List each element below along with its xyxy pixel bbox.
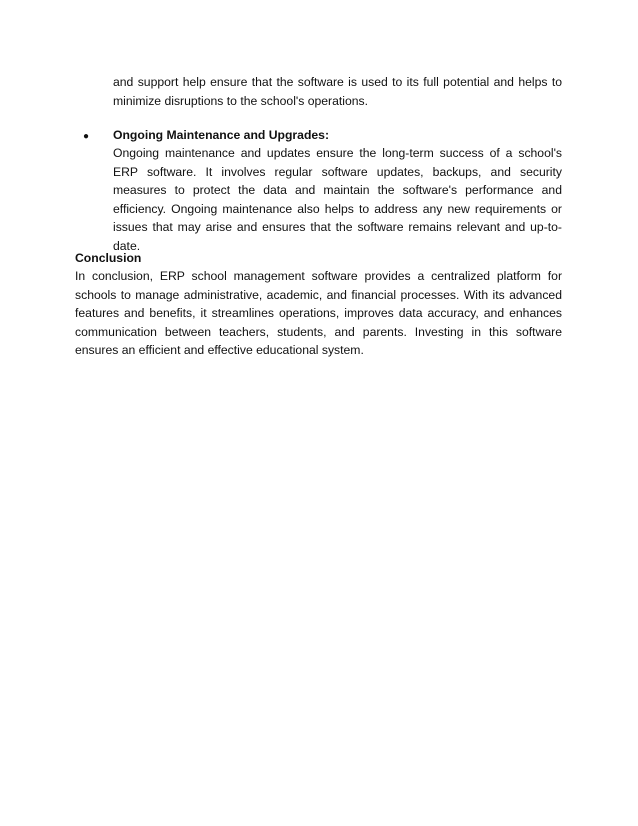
conclusion-heading: Conclusion: [75, 251, 142, 265]
bullet-title: Ongoing Maintenance and Upgrades:: [113, 128, 330, 142]
bullet-marker: ●: [83, 131, 90, 142]
bullet-body: Ongoing maintenance and updates ensure the long-term success of a school's ERP software. It involves regular software updates, backups, and security measures to protect the data and maintain the software's performance and efficiency. Ongoing maintenance also helps to address any new requirements or issues that may arise and ensures that the software remains relevant and up-to-date.: [113, 146, 562, 253]
continuation-paragraph: and support help ensure that the software is used to its full potential and helps to minimize disruptions to the school's operations.: [113, 75, 562, 108]
conclusion-paragraph: In conclusion, ERP school management software provides a centralized platform for schools to manage administrative, academic, and financial processes. With its advanced features and benefits, it streamlines operations, improves data accuracy, and enhances communication between teachers, students, and parents. Investing in this software ensures an efficient and effective educational system.: [75, 269, 562, 358]
